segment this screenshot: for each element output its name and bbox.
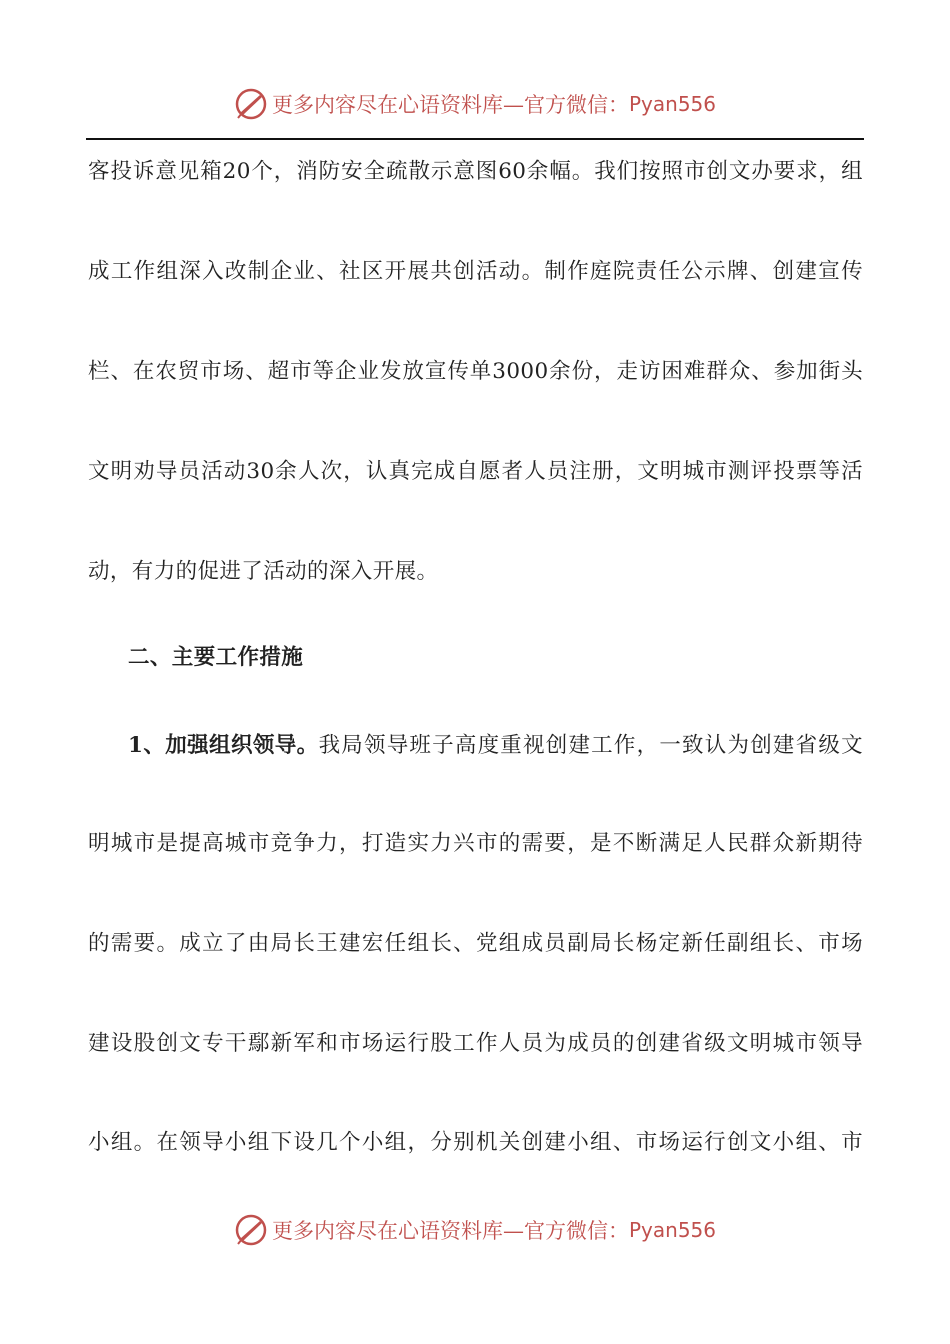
header-wechat-id: Pyan556 (628, 92, 716, 116)
header-banner (0, 84, 950, 124)
body-line: 客投诉意见箱20个，消防安全疏散示意图60余幅。我们按照市创文办要求，组 (88, 159, 863, 184)
header-divider (86, 138, 864, 140)
item1-first-line (128, 731, 863, 761)
item1-title: 1、加强组织领导。 (128, 733, 319, 758)
body-line: 文明劝导员活动30余人次，认真完成自愿者人员注册，文明城市测评投票等活 (88, 459, 863, 484)
body-line: 栏、在农贸市场、超市等企业发放宣传单3000余份，走访困难群众、参加街头 (88, 359, 863, 384)
body-line: 成工作组深入改制企业、社区开展共创活动。制作庭院责任公示牌、创建宣传 (88, 259, 863, 284)
header-banner-text: 更多内容尽在心语资料库—官方微信： (271, 93, 629, 117)
footer-banner-text: 更多内容尽在心语资料库—官方微信： (271, 1219, 629, 1243)
footer-banner (0, 1210, 950, 1250)
body-line: 的需要。成立了由局长王建宏任组长、党组成员副局长杨定新任副组长、市场 (88, 931, 863, 956)
body-line: 明城市是提高城市竞争力，打造实力兴市的需要，是不断满足人民群众新期待 (88, 831, 863, 856)
body-line: 建设股创文专干鄢新军和市场运行股工作人员为成员的创建省级文明城市领导 (88, 1031, 863, 1056)
item1-first-line-text: 我局领导班子高度重视创建工作，一致认为创建省级文 (318, 733, 863, 758)
section-heading: 二、主要工作措施 (128, 645, 304, 670)
footer-wechat-id: Pyan556 (628, 1218, 716, 1242)
body-line: 动，有力的促进了活动的深入开展。 (88, 559, 439, 584)
body-line: 小组。在领导小组下设几个小组，分别机关创建小组、市场运行创文小组、市 (88, 1130, 863, 1155)
quill-pen-logo-icon (234, 1213, 268, 1247)
quill-pen-logo-icon (234, 87, 268, 121)
